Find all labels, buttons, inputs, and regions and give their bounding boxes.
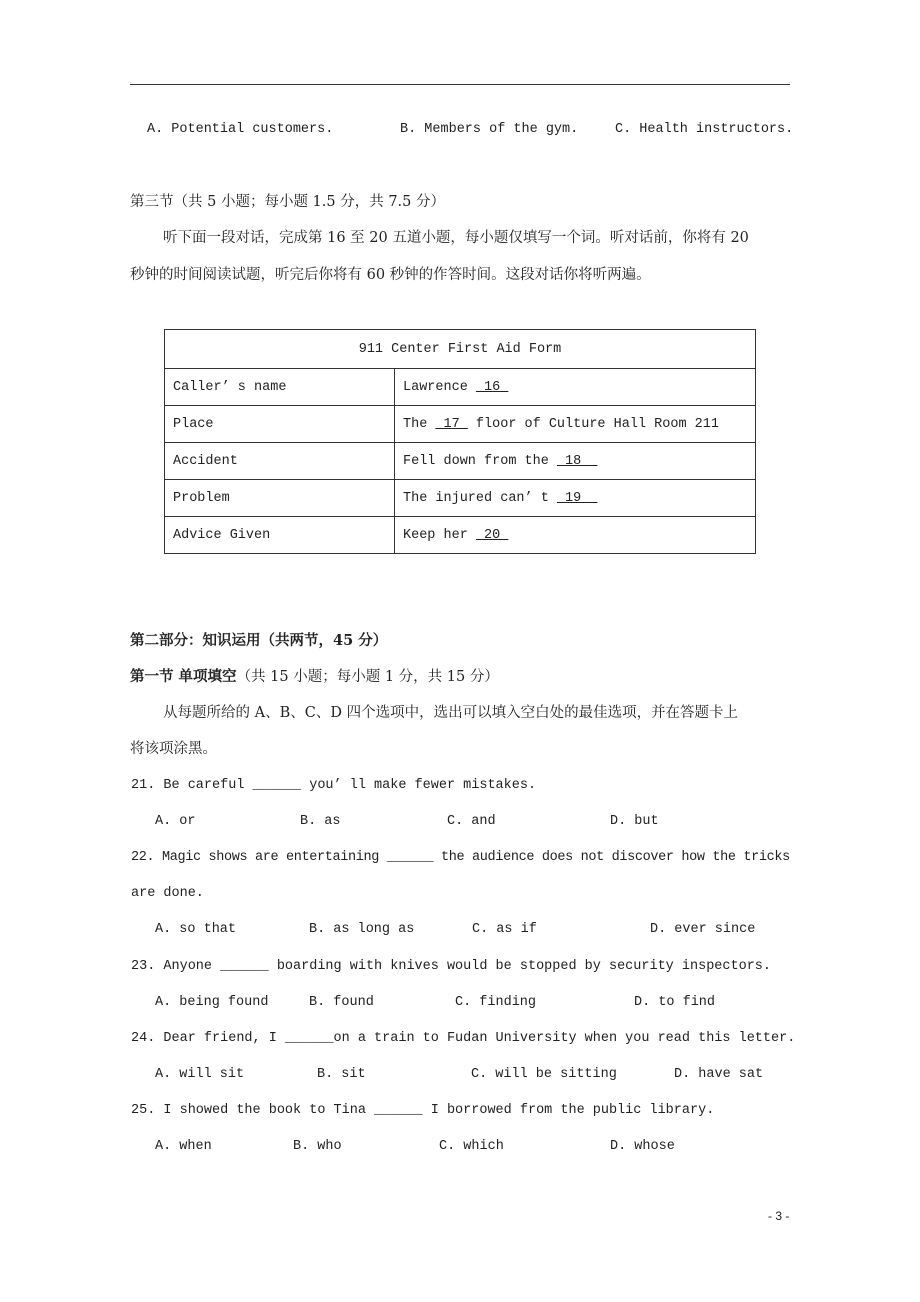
q22-option-b: B. as long as (309, 922, 415, 937)
q21-option-b: B. as (300, 814, 341, 829)
table-row (165, 406, 756, 443)
table-row (165, 517, 756, 554)
prev-option-a: A. Potential customers. (147, 122, 334, 137)
q22-option-a: A. so that (155, 922, 237, 937)
question-25: 25. I showed the book to Tina ______ I borrowed from the public library. (131, 1103, 715, 1118)
page-number: - 3 - (768, 1209, 790, 1223)
row-label: Advice Given (165, 517, 395, 554)
prev-option-c: C. Health instructors. (615, 122, 794, 137)
blank-17: 17 (435, 416, 468, 432)
q23-option-b: B. found (309, 995, 374, 1010)
q23-option-c: C. finding (455, 995, 537, 1010)
q21-option-d: D. but (610, 814, 659, 829)
blank-19: 19 (556, 490, 598, 506)
row-value: Lawrence 16 (395, 369, 756, 406)
blank-20: 20 (475, 527, 509, 543)
table-row (165, 480, 756, 517)
q23-option-a: A. being found (155, 995, 269, 1010)
q25-option-b: B. who (293, 1139, 342, 1154)
q21-option-a: A. or (155, 814, 196, 829)
row-label: Caller’ s name (165, 369, 395, 406)
q21-option-c: C. and (447, 814, 496, 829)
row-value: The 17 floor of Culture Hall Room 211 (395, 406, 756, 443)
q25-option-c: C. which (439, 1139, 504, 1154)
question-22-cont: are done. (131, 886, 204, 901)
q25-option-a: A. when (155, 1139, 212, 1154)
q22-option-d: D. ever since (650, 922, 756, 937)
row-value: Keep her 20 (395, 517, 756, 554)
section3-instructions-2: 秒钟的时间阅读试题，听完后你将有 60 秒钟的作答时间。这段对话你将听两遍。 (130, 267, 651, 283)
part2-instructions-1: 从每题所给的 A、B、C、D 四个选项中，选出可以填入空白处的最佳选项，并在答题卡上 (163, 705, 739, 721)
q24-option-c: C. will be sitting (471, 1067, 617, 1082)
q23-option-d: D. to find (634, 995, 716, 1010)
form-title: 911 Center First Aid Form (165, 330, 756, 369)
row-value: Fell down from the 18 (395, 443, 756, 480)
first-aid-form-table (164, 329, 756, 554)
section3-title: 第三节（共 5 小题；每小题 1.5 分，共 7.5 分） (130, 194, 445, 210)
part2-instructions-2: 将该项涂黑。 (130, 741, 217, 757)
question-22: 22. Magic shows are entertaining ______ the audience does not discover how the tricks (131, 850, 790, 865)
blank-18: 18 (556, 453, 598, 469)
question-24: 24. Dear friend, I ______on a train to Fudan University when you read this letter. (131, 1031, 796, 1046)
q24-option-d: D. have sat (674, 1067, 764, 1082)
q24-option-b: B. sit (317, 1067, 366, 1082)
blank-16: 16 (475, 379, 509, 395)
q24-option-a: A. will sit (155, 1067, 245, 1082)
row-label: Accident (165, 443, 395, 480)
row-value: The injured can’ t 19 (395, 480, 756, 517)
part2-section1-heading: 第一节 单项填空（共 15 小题；每小题 1 分，共 15 分） (130, 668, 499, 685)
q22-option-c: C. as if (472, 922, 537, 937)
section3-instructions-1: 听下面一段对话，完成第 16 至 20 五道小题，每小题仅填写一个词。听对话前，你将有 20 (163, 230, 749, 246)
table-row (165, 369, 756, 406)
question-23: 23. Anyone ______ boarding with knives would be stopped by security inspectors. (131, 959, 772, 974)
prev-option-b: B. Members of the gym. (400, 122, 579, 137)
header-rule (130, 84, 790, 85)
question-21: 21. Be careful ______ you’ ll make fewer mistakes. (131, 778, 537, 793)
table-row (165, 443, 756, 480)
row-label: Problem (165, 480, 395, 517)
row-label: Place (165, 406, 395, 443)
part2-title: 第二部分：知识运用（共两节，45 分） (130, 632, 388, 649)
q25-option-d: D. whose (610, 1139, 675, 1154)
